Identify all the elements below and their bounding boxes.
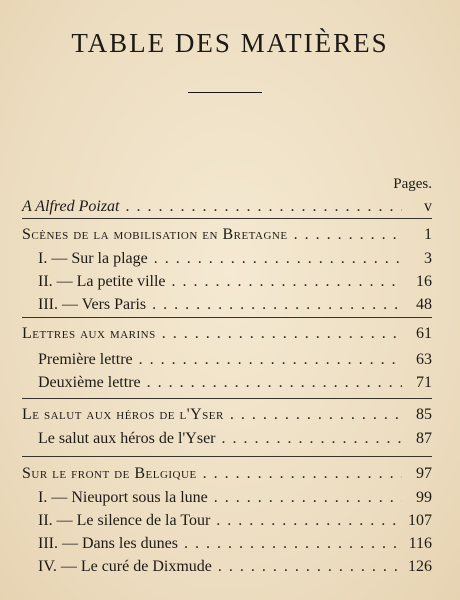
toc-entry	[0, 224, 460, 246]
toc-entry-label: Scènes de la mobilisation en Bretagne	[22, 226, 288, 243]
toc-entry-page-number: 3	[424, 250, 432, 267]
toc-entry-page-number: 107	[408, 512, 432, 529]
toc-entry-label: II. — La petite ville	[38, 273, 166, 290]
dot-leader	[216, 510, 402, 532]
toc-entry-label: III. — Dans les dunes	[38, 535, 178, 552]
toc-entry-page-number: 71	[416, 374, 432, 391]
toc-entry	[0, 196, 460, 218]
toc-entry	[0, 556, 460, 578]
separator-rule	[22, 398, 432, 399]
toc-entry-page-number: 87	[416, 430, 432, 447]
separator-rule	[22, 456, 432, 457]
toc-entry-page-number: 48	[416, 296, 432, 313]
toc-entry-label: A Alfred Poizat	[22, 198, 120, 215]
toc-entry-label: II. — Le silence de la Tour	[38, 512, 211, 529]
toc-entry-page-number: v	[424, 198, 432, 215]
dot-leader	[214, 487, 402, 509]
toc-entry-label: Première lettre	[38, 351, 133, 368]
dot-leader	[147, 372, 402, 394]
toc-entry	[0, 510, 460, 532]
page-title: TABLE DES MATIÈRES	[71, 28, 389, 58]
toc-entry	[0, 428, 460, 450]
dot-leader	[125, 196, 402, 218]
toc-entry-page-number: 126	[408, 558, 432, 575]
toc-entry	[0, 294, 460, 316]
toc-entry-page-number: 63	[416, 351, 432, 368]
toc-entry-page-number: 116	[408, 535, 432, 552]
toc-entry	[0, 533, 460, 555]
toc-entry-label: III. — Vers Paris	[38, 296, 147, 313]
toc-entry-page-number: 16	[416, 273, 432, 290]
dot-leader	[139, 349, 402, 371]
title-rule	[188, 92, 262, 93]
separator-rule	[22, 317, 432, 318]
dot-leader	[230, 404, 402, 426]
toc-entry	[0, 323, 460, 345]
dot-leader	[184, 533, 402, 555]
toc-entry	[0, 487, 460, 509]
dot-leader	[172, 271, 402, 293]
toc-entry-label: I. — Nieuport sous la lune	[38, 489, 208, 506]
dot-leader	[222, 428, 403, 450]
toc-entry-label: I. — Sur la plage	[38, 250, 148, 267]
dot-leader	[154, 248, 402, 270]
dot-leader	[152, 294, 402, 316]
toc-entry-label: Lettres aux marins	[22, 325, 156, 342]
toc-entry-page-number: 85	[416, 406, 432, 423]
dot-leader	[162, 323, 402, 345]
dot-leader	[218, 556, 402, 578]
toc-entry-label: Sur le front de Belgique	[22, 465, 197, 482]
toc-entry-label: Le salut aux héros de l'Yser	[38, 430, 216, 447]
toc-entry	[0, 248, 460, 270]
toc-entry-page-number: 1	[424, 226, 432, 243]
toc-entry-label: IV. — Le curé de Dixmude	[38, 558, 212, 575]
dot-leader	[203, 463, 402, 485]
toc-entry	[0, 349, 460, 371]
toc-entry-page-number: 61	[416, 325, 432, 342]
toc-entry	[0, 463, 460, 485]
toc-entry-page-number: 99	[416, 489, 432, 506]
dot-leader	[294, 224, 402, 246]
toc-entry-label: Deuxième lettre	[38, 374, 141, 391]
toc-entry-page-number: 97	[416, 465, 432, 482]
pages-column-header: Pages.	[393, 176, 432, 192]
toc-entry-label: Le salut aux héros de l'Yser	[22, 406, 224, 423]
toc-entry	[0, 372, 460, 394]
toc-entry	[0, 271, 460, 293]
toc-entry	[0, 404, 460, 426]
separator-rule	[22, 218, 432, 219]
